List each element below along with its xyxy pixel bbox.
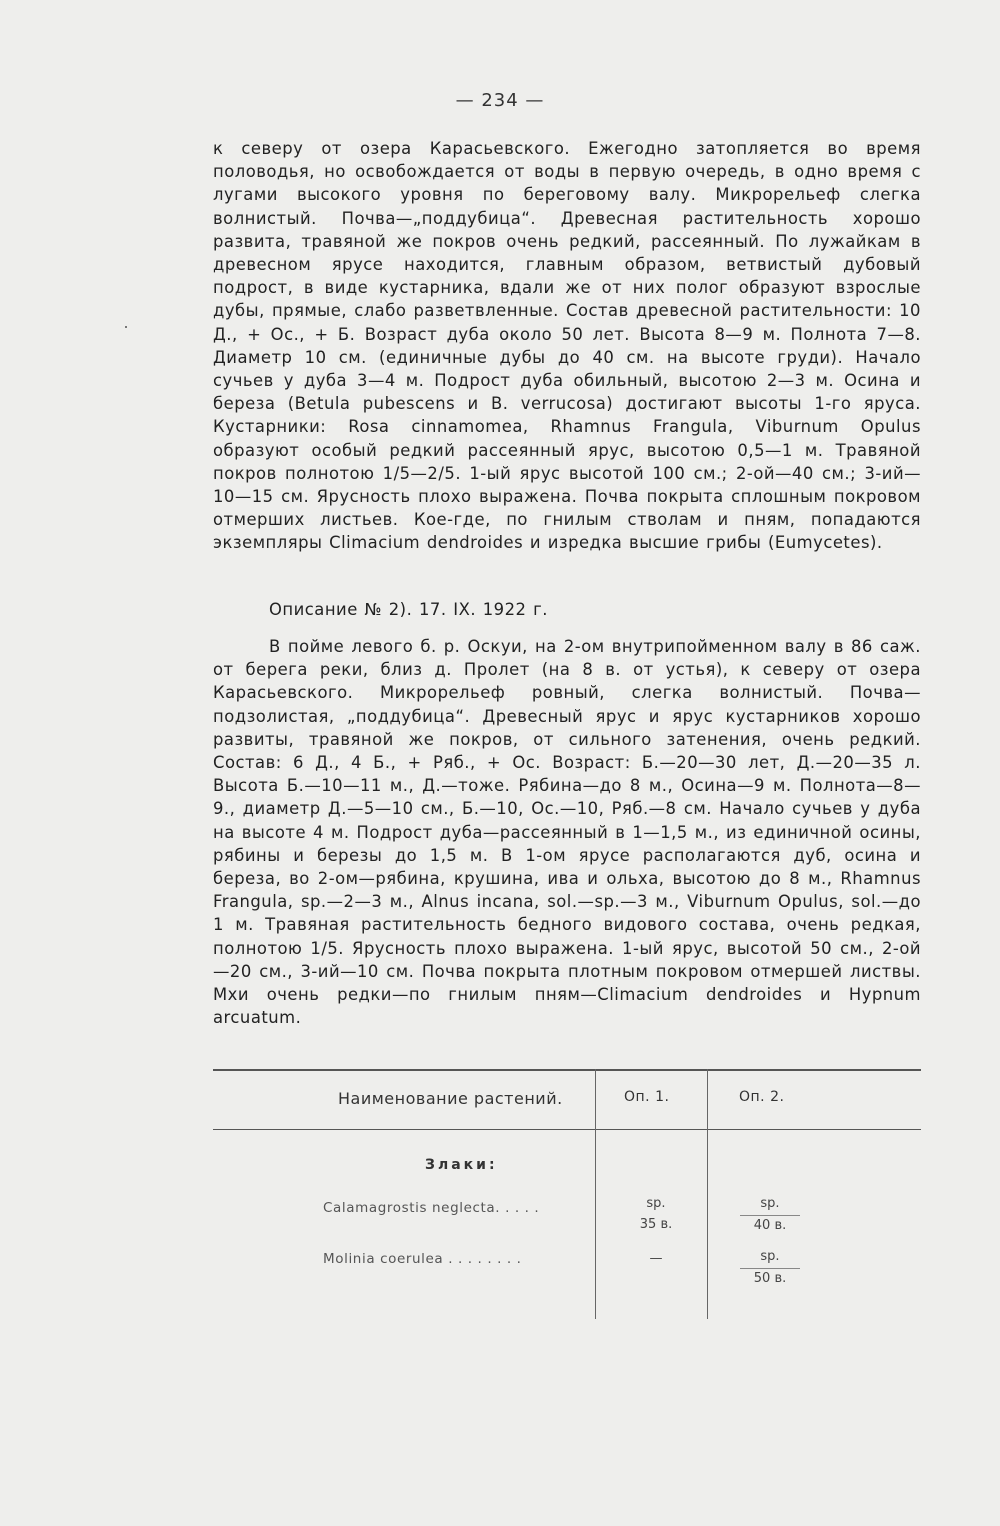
op1-height: 35 в. [639, 1217, 673, 1232]
table-column-divider-1 [595, 1069, 596, 1319]
description-2-paragraph: В пойме левого б. р. Оскуи, на 2-ом внутрипойменном валу в 86 саж. от берега реки, близ д. Пролет (на 8 в. от устья), к северу от озера Карасьевского. Микрорельеф ровный, слегка волнистый. Почва—подзолистая, „поддубица“. Древесный ярус и ярус кустарников хорошо развиты, травяной же покров, от сильного затенения, очень редкий. Состав: 6 Д., 4 Б., + Ряб., + Ос. Возраст: Б.—20—30 лет, Д.—20—35 л. Высота Б.—10—11 м., Д.—тоже. Рябина—до 8 м., Осина—9 м. Полнота—8—9., диаметр Д.—5—10 см., Б.—10, Ос.—10, Ряб.—8 см. Начало сучьев у дуба на высоте 4 м. Подрост дуба—рассеянный в 1—1,5 м., из единичной осины, рябины и березы до 1,5 м. В 1-ом ярусе располагаются дуб, осина и береза, во 2-ом—рябина, крушина, ива и ольха, высотою до 8 м., Rhamnus Frangula, sp.—2—3 м., Alnus incana, sol.—sp.—3 м., Viburnum Opulus, sol.—до 1 м. Травяная растительность бедного видового состава, очень редкая, полнотою 1/5. Ярусность плохо выражена. 1-ый ярус, высотой 50 см., 2-ой—20 см., 3-ий—10 см. Почва покрыта плотным покровом отмершей листвы. Мхи очень редки—по гнилым пням—Climacium dendroides и Hypnum arcuatum. [213, 637, 921, 1028]
op1-abundance: sp. [646, 1196, 666, 1211]
op2-abundance: sp. [760, 1196, 780, 1211]
table-column-divider-2 [707, 1069, 708, 1319]
page-number: — 234 — [455, 90, 545, 111]
description-2-heading: Описание № 2). 17. IX. 1922 г. [269, 600, 548, 619]
op1-abundance: — [649, 1251, 663, 1266]
table-header-rule [213, 1129, 921, 1130]
header-plant-name: Наименование растений. [338, 1089, 563, 1108]
section-heading-grasses: Злаки: [425, 1157, 498, 1173]
header-op2: Оп. 2. [739, 1089, 785, 1105]
description-1-paragraph: к северу от озера Карасьевского. Ежегодно затопляется во время половодья, но освобождается от воды в первую очередь, в одно время с лугами высокого уровня по береговому валу. Микрорельеф слегка волнистый. Почва—„поддубица“. Древесная растительность хорошо развита, травяной же покров очень редкий, рассеянный. По лужайкам в древесном ярусе находится, главным образом, ветвистый дубовый подрост, в виде кустарника, вдали же от них полог образуют взрослые дубы, прямые, слабо разветвленные. Состав древесной растительности: 10 Д., + Ос., + Б. Возраст дуба около 50 лет. Высота 8—9 м. Полнота 7—8. Диаметр 10 см. (единичные дубы до 40 см. на высоте груди). Начало сучьев у дуба 3—4 м. Подрост дуба обильный, высотою 2—3 м. Осина и береза (Betula pubescens и B. verrucosa) достигают высоты 1-го яруса. Кустарники: Rosa cinnamomea, Rhamnus Frangula, Viburnum Opulus образуют особый редкий рассеянный ярус, высотою 0,5—1 м. Травяной покров полнотою 1/5—2/5. 1-ый ярус высотой 100 см.; 2-ой—40 см.; 3-ий—10—15 см. Ярусность плохо выражена. Почва покрыта сплошным покровом отмерших листьев. Кое-где, по гнилым стволам и пням, попадаются экземпляры Climacium dendroides и изредка высшие грибы (Eumycetes). [213, 139, 921, 553]
species-name: Molinia coerulea . . . . . . . . [323, 1251, 522, 1267]
table-top-rule [213, 1069, 921, 1071]
plants-table [213, 1069, 921, 1319]
species-name: Calamagrostis neglecta. . . . . [323, 1200, 540, 1216]
header-op1: Оп. 1. [624, 1089, 670, 1105]
op2-abundance: sp. [760, 1249, 780, 1264]
op2-height: 40 в. [740, 1215, 800, 1233]
margin-mark [125, 326, 127, 328]
op2-height: 50 в. [740, 1268, 800, 1286]
